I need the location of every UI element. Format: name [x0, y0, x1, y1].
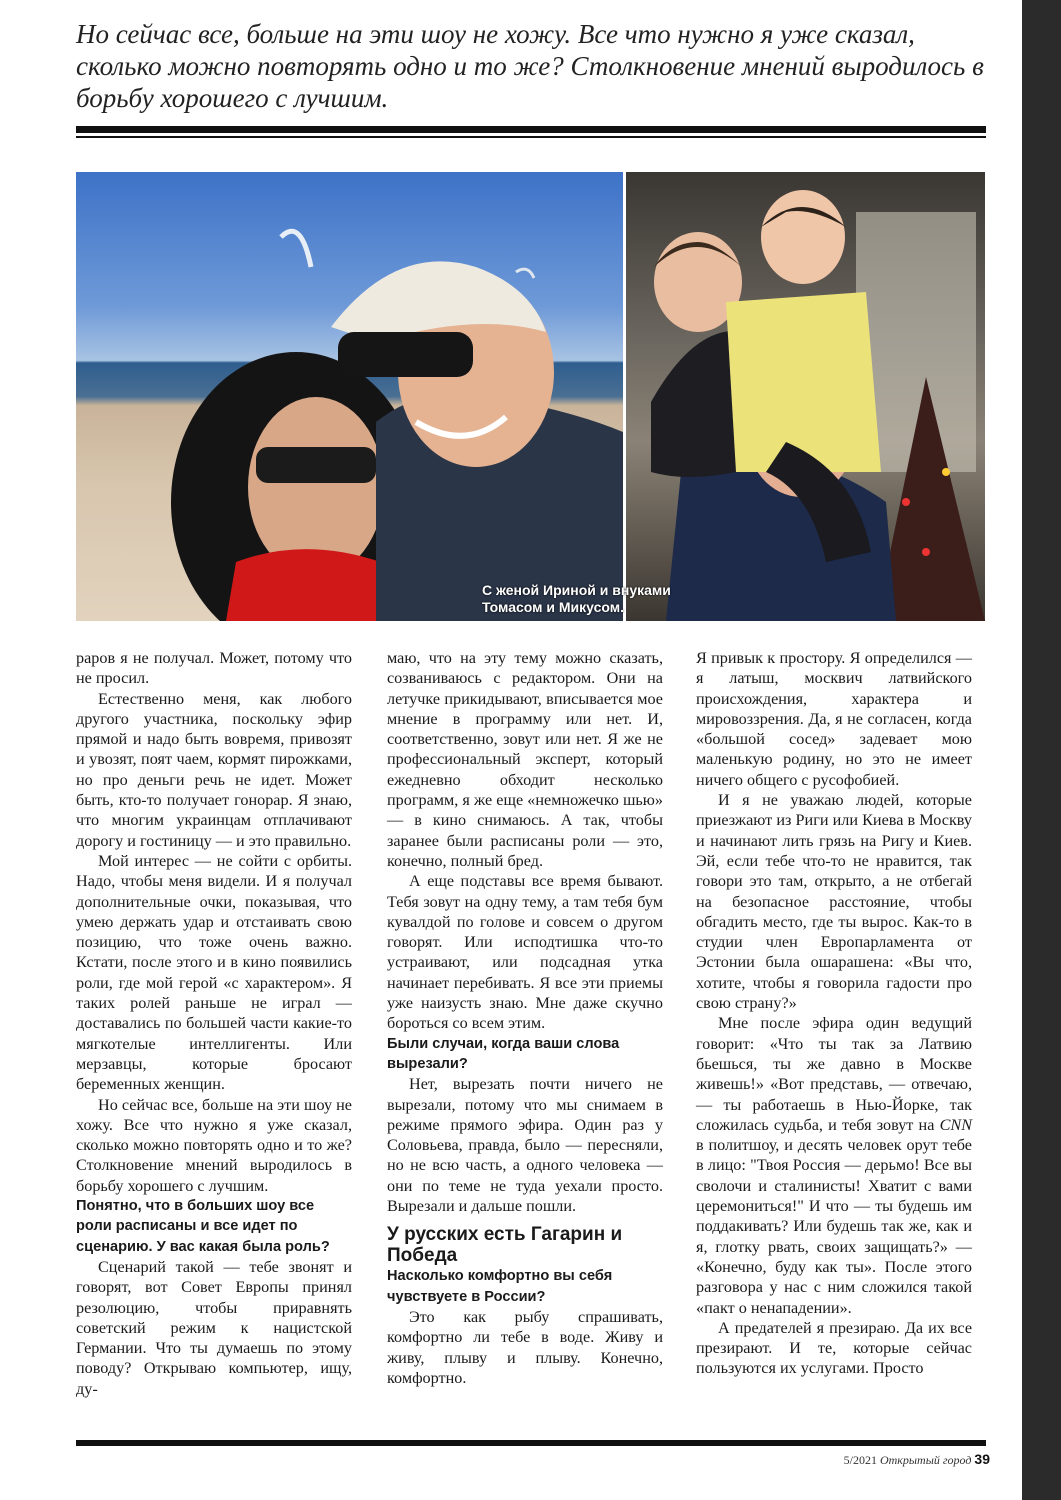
publication-name: Открытый город [879, 1453, 972, 1467]
issue-number: 5/2021 [843, 1453, 877, 1467]
grandsons-photo [626, 172, 985, 621]
paragraph [696, 1013, 972, 1317]
photo-caption [482, 582, 702, 616]
page-number: 39 [974, 1451, 990, 1467]
paragraph: Но сейчас все, больше на эти шоу не хожу. Все что нужно я уже сказал, сколько можно повторять одно и то же? Столкновение мнений выродилось в борьбу хорошего с лучшим. [76, 1095, 352, 1195]
paragraph: Я привык к простору. Я определился — я латыш, москвич латвийского происхождения, характера и мировоззрения. Да, я не согласен, когда «большой сосед» задевает мою маленькую родину, но это не имеет ничего общего с русофобией. [696, 649, 972, 789]
page-footer [800, 1451, 990, 1468]
paragraph: Мой интерес — не сойти с орбиты. Надо, чтобы меня видели. И я получал дополнительные очки, показывая, что умею держать удар и отстаивать свою позицию, что тоже очень важно. Кстати, после этого и в кино появились роли, где мой герой «с характером». Я таких ролей раньше не играл — доставались по большей части какие-то мягкотелые интеллигенты. Или мерзавцы, которые бросают беременных женщин. [76, 851, 352, 1094]
beach-selfie-photo [76, 172, 623, 621]
paragraph: маю, что на эту тему можно сказать, созваниваюсь с редактором. Они на летучке прикидывают, вписывается мое мнение в программу или нет. И, соответственно, зовут или нет. Я же не профессиональный эксперт, который ежедневно обходит несколько программ, я же еще «немножечко шью» — в кино снимаюсь. А так, чтобы заранее были расписаны роли — это, конечно, полный бред. [387, 649, 663, 870]
beach-selfie-illustration [76, 172, 623, 621]
header-rule [76, 126, 986, 133]
paragraph: Это как рыбу спрашивать, комфортно ли тебе в воде. Живу и живу, плыву и плыву. Конечно, комфортно. [387, 1307, 663, 1387]
section-heading: У русских есть Гагарин и Победа [387, 1224, 623, 1267]
page-edge-bar [1021, 0, 1061, 1500]
paragraph: И я не уважаю людей, которые приезжают из Риги или Киева в Москву и начинают лить грязь на Ригу и Киев. Эй, если тебе что-то не нравится, так говори это там, открыто, а не отбегай на безопасное расстояние, чтобы обгадить место, где ты вырос. Как-то в студии член Европарламента от Эстонии была ошарашена: «Вы что, хотите, чтобы я говорила гадости про свою страну?» [696, 791, 972, 1013]
paragraph: А еще подставы все время бывают. Тебя зовут на одну тему, а там тебя бум кувалдой по голове и совсем о другом говорят. Или исподтишка что-то устраивают, или подсадная утка начинает перебивать. Я все эти приемы уже наизусть знаю. Мне даже скучно бороться со всем этим. [387, 872, 663, 1033]
article-column-2 [387, 648, 663, 1388]
paragraph: Сценарий такой — тебе звонят и говорят, вот Совет Европы принял резолюцию, чтобы приравнять советский режим к нацистской Германии. Что ты думаешь по этому поводу? Открываю компьютер, ищу, ду- [76, 1257, 352, 1398]
paragraph-part: в политшоу, и десять человек орут тебе в лицо: "Твоя Россия — дерьмо! Все вы сволочи и сталинисты! Хватит с вами церемониться!" И что — ты будешь им поддакивать? Или будешь так же, как и я, глотку рвать, своих защищать?» — «Конечно, буду как ты». После этого разговора у нас с ним сложился такой «пакт о ненападении». [696, 1136, 972, 1317]
footer-rule [76, 1440, 986, 1446]
interview-question: Были случаи, когда ваши слова вырезали? [387, 1035, 620, 1072]
pull-quote: Но сейчас все, больше на эти шоу не хожу. Все что нужно я уже сказал, сколько можно повторять одно и то же? Столкновение мнений выродилось в борьбу хорошего с лучшим. [76, 19, 984, 113]
paragraph: раров я не получал. Может, потому что не просил. [76, 649, 352, 688]
article-column-1 [76, 648, 352, 1399]
article-column-3 [696, 648, 972, 1379]
header-rule-thin [76, 136, 986, 138]
paragraph-part: Мне после эфира один ведущий говорит: «Что ты так за Латвию бьешься, ты же давно в Москве живешь!» «Вот представь, — отвечаю, — ты работаешь в Нью-Йорке, так сложилась судьба, и тебя зовут на [696, 1014, 972, 1134]
channel-name: CNN [939, 1115, 972, 1134]
caption-line-2: Томасом и Микусом. [482, 599, 625, 615]
paragraph: Нет, вырезать почти ничего не вырезали, потому что мы снимаем в режиме прямого эфира. Один раз у Соловьева, правда, было — пересняли, но не всю часть, а одного человека — они по теме не туда уехали просто. Вырезали и дальше пошли. [387, 1075, 663, 1216]
paragraph: А предателей я презираю. Да их все презирают. И те, которые сейчас пользуются их услугами. Просто [696, 1318, 972, 1378]
interview-question: Понятно, что в больших шоу все роли расписаны и все идет по сценарию. У вас какая была роль? [76, 1198, 330, 1255]
interview-question: Насколько комфортно вы себя чувствуете в России? [387, 1268, 613, 1305]
paragraph: Естественно меня, как любого другого участника, поскольку эфир прямой и надо быть вовремя, привозят и увозят, поят чаем, кормят пирожками, но про деньги речь не идет. Может быть, кто-то получает гонорар. Я знаю, что многим украинцам отплачивают дорогу и гостиницу — и это правильно. [76, 689, 352, 850]
grandsons-illustration [626, 172, 985, 621]
caption-line-1: С женой Ириной и внуками [482, 582, 671, 598]
page-edge-divider [1019, 0, 1022, 1500]
